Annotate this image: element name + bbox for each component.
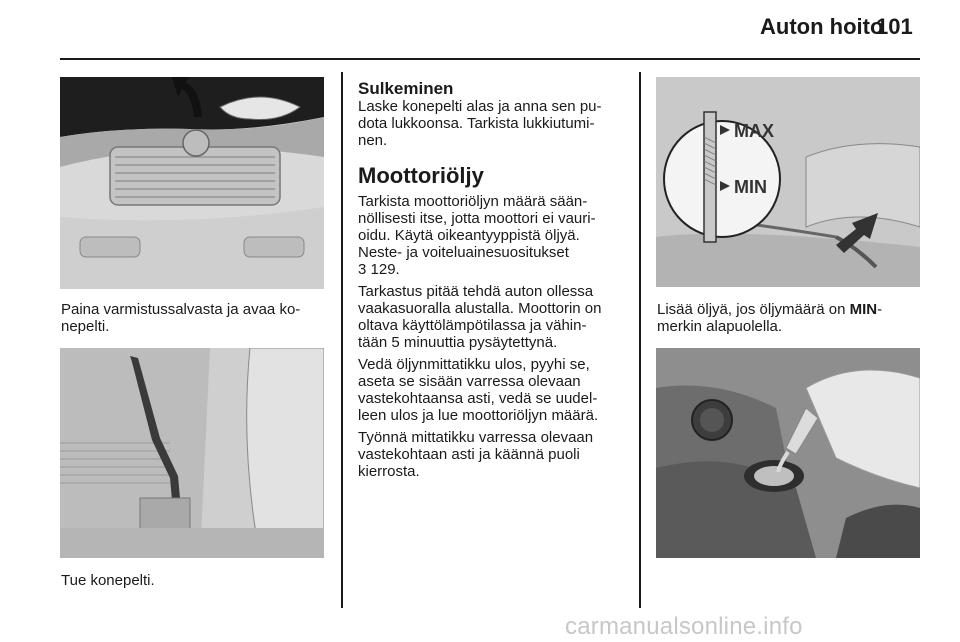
closing-line3: nen. <box>358 132 388 149</box>
heading-closing: Sulkeminen <box>358 79 454 98</box>
dipstick-max-label: MAX <box>734 121 774 141</box>
p2-line2: vaakasuoralla alustalla. Moottorin on <box>358 300 602 317</box>
p3-line2: aseta se sisään varressa olevaan <box>358 373 581 390</box>
paragraph-check-oil <box>358 193 602 278</box>
caption-open-hood-line1: Paina varmistussalvasta ja avaa ko- <box>61 301 301 318</box>
p2-line4: tään 5 minuuttia pysäytettynä. <box>358 334 558 351</box>
page-reference[interactable]: 129. <box>370 261 400 278</box>
paragraph-insert <box>358 429 602 480</box>
caption-add-oil-line2: merkin alapuolella. <box>657 318 783 335</box>
paragraph-conditions <box>358 283 602 351</box>
caption-open-hood-line2: nepelti. <box>61 318 110 335</box>
watermark: carmanualsonline.info <box>565 613 803 640</box>
caption-support-hood: Tue konepelti. <box>61 572 155 589</box>
dipstick-illustration <box>656 77 920 287</box>
caption-add-oil-min: MIN <box>849 301 878 318</box>
p1-line1: Tarkista moottoriöljyn määrä sään- <box>358 193 588 210</box>
p4-line1: Työnnä mittatikku varressa olevaan <box>358 429 594 446</box>
paragraph-dipstick <box>358 356 602 424</box>
p3-line4: leen ulos ja lue moottoriöljyn määrä. <box>358 407 599 424</box>
caption-open-hood <box>61 301 300 335</box>
p2-line3: oltava käyttölämpötilassa ja vähin- <box>358 317 587 334</box>
column-divider-right <box>639 72 641 608</box>
section-title: Auton hoito <box>760 14 884 39</box>
p1-line3: oidu. Käytä oikeantyyppistä öljyä. <box>358 227 580 244</box>
p4-line3: kierrosta. <box>358 463 420 480</box>
hood-release-illustration <box>60 77 324 289</box>
hood-support-illustration <box>60 348 324 558</box>
caption-add-oil-line1 <box>657 301 882 318</box>
filling-oil-photo <box>656 348 920 558</box>
column-divider-left <box>341 72 343 608</box>
p3-line3: vastekohtaansa asti, vedä se uudel- <box>358 390 598 407</box>
p2-line1: Tarkastus pitää tehdä auton ollessa <box>358 283 594 300</box>
dipstick-min-label: MIN <box>734 177 767 197</box>
caption-add-oil-pre: Lisää öljyä, jos öljymäärä on <box>657 301 850 318</box>
text-column-middle <box>358 79 602 485</box>
caption-add-oil <box>657 301 882 335</box>
p3-line1: Vedä öljynmittatikku ulos, pyyhi se, <box>358 356 590 373</box>
p1-line4: Neste- ja voiteluainesuositukset <box>358 244 569 261</box>
closing-line2: dota lukkoonsa. Tarkista lukkiutumi- <box>358 115 595 132</box>
heading-engine-oil: Moottoriöljy <box>358 163 484 188</box>
p4-line2: vastekohtaan asti ja käännä puoli <box>358 446 580 463</box>
caption-add-oil-hyphen: - <box>877 301 883 318</box>
page-number: 101 <box>876 14 913 39</box>
closing-line1: Laske konepelti alas ja anna sen pu- <box>358 98 602 115</box>
p1-line2: nöllisesti itse, jotta moottori ei vauri- <box>358 210 596 227</box>
header-rule <box>60 58 920 60</box>
page-reference-arrow: 3 <box>358 261 367 278</box>
